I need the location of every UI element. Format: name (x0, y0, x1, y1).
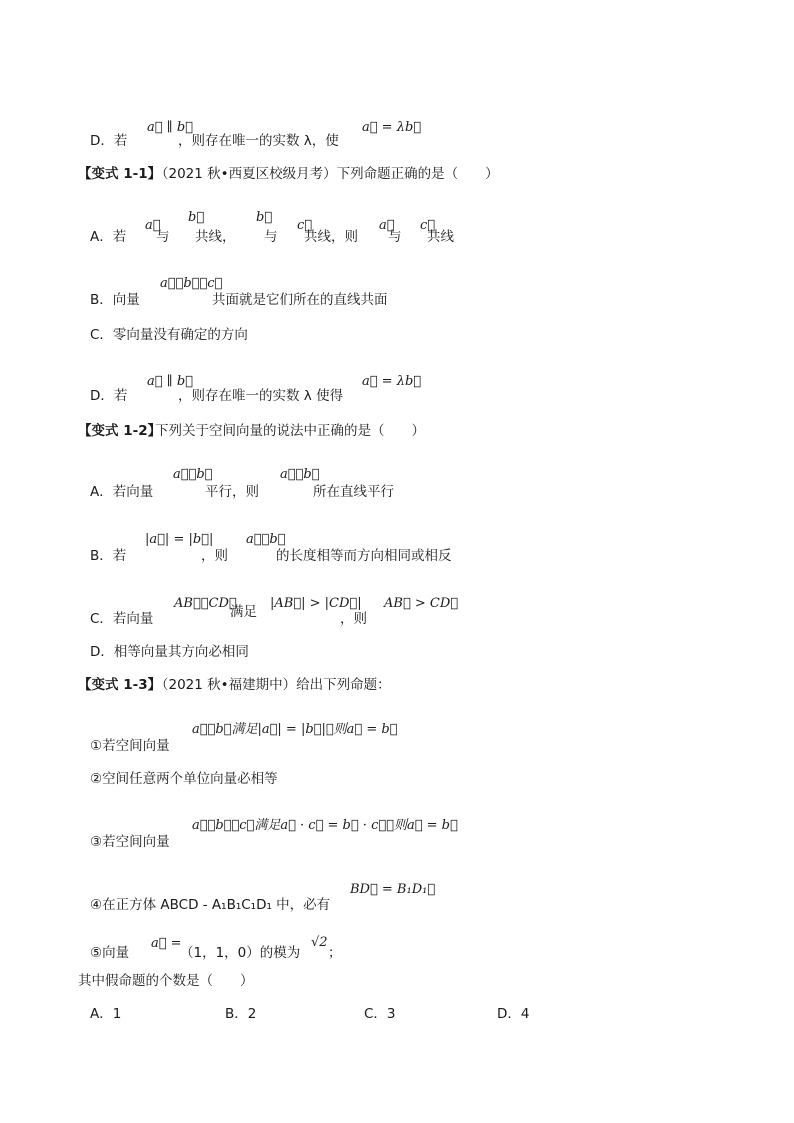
v11-option-d-label: D．若 (90, 388, 128, 404)
v12-option-b-label: B．若 (90, 548, 127, 564)
text: 平行，则 (205, 484, 259, 500)
v12-option-a-label: A．若向量 (90, 484, 154, 500)
text: ，则存在唯一的实数 λ 使得 (178, 388, 344, 404)
math-c: c⃗ (297, 218, 313, 233)
variant-1-2-stem: 下列关于空间向量的说法中正确的是（ ） (155, 423, 425, 439)
question-stem: 其中假命题的个数是（ ） (78, 973, 254, 989)
text: 共线 (427, 229, 454, 245)
text: ，则 (201, 548, 228, 564)
math-sqrt2: √2 (311, 935, 328, 950)
text: 所在直线平行 (313, 484, 394, 500)
math-abs-eq: |a⃗| = |b⃗| (145, 532, 214, 547)
variant-1-2-tag: 【变式 1-2】 (78, 423, 162, 439)
math-lambda: a⃗ = λb⃗ (362, 120, 422, 135)
text: 与 (388, 229, 402, 245)
proposition-5-math: a⃗ = (151, 936, 182, 951)
math-parallel: a⃗ ∥ b⃗ (147, 120, 193, 135)
math-a: a⃗ (379, 218, 395, 233)
proposition-5-label: ⑤向量 (90, 945, 130, 961)
answer-option-a: A．1 (90, 1006, 122, 1022)
variant-1-3-tag: 【变式 1-3】 (78, 677, 162, 693)
math-ab: a⃗，b⃗ (173, 467, 213, 482)
text: （1，1，0）的模为 (180, 945, 301, 961)
answer-option-c: C．3 (364, 1006, 396, 1022)
proposition-3-label: ③若空间向量 (90, 834, 170, 850)
v11-option-a-label: A．若 (90, 229, 127, 245)
text: 共线， (195, 229, 236, 245)
answer-option-b: B．2 (225, 1006, 257, 1022)
math-abs-gt: |AB⃗| > |CD⃗| (270, 596, 362, 611)
text: 满足 (230, 604, 257, 620)
option-d-text: ，则存在唯一的实数 λ，使 (178, 133, 339, 149)
variant-1-1-tag: 【变式 1-1】 (78, 166, 162, 182)
math-parallel: a⃗ ∥ b⃗ (147, 374, 193, 389)
text: 与 (264, 229, 278, 245)
math-ab: a⃗，b⃗ (280, 467, 320, 482)
math-a: a⃗ (145, 218, 161, 233)
proposition-4-label: ④在正方体 ABCD - A₁B₁C₁D₁ 中，必有 (90, 897, 331, 913)
text: ，则 (340, 611, 367, 627)
text: 的长度相等而方向相同或相反 (276, 548, 452, 564)
proposition-2: ②空间任意两个单位向量必相等 (90, 771, 278, 787)
text: ； (328, 945, 342, 961)
proposition-1-label: ①若空间向量 (90, 738, 170, 754)
proposition-4-math: BD⃗ = B₁D₁⃗ (350, 882, 436, 897)
answer-option-d: D．4 (497, 1006, 530, 1022)
math-ab-cd: AB⃗，CD⃗ (174, 596, 237, 611)
v11-option-b-label: B．向量 (90, 292, 140, 308)
text: 共面就是它们所在的直线共面 (212, 292, 388, 308)
v12-option-c-label: C．若向量 (90, 611, 154, 627)
v11-option-c: C．零向量没有确定的方向 (90, 327, 248, 343)
text: 与 (156, 229, 170, 245)
math-b: b⃗ (188, 210, 205, 225)
proposition-3-math: a⃗，b⃗，c⃗满足a⃗ · c⃗ = b⃗ · c⃗，则a⃗ = b⃗ (192, 818, 458, 833)
variant-1-3-stem: （2021 秋•福建期中）给出下列命题： (155, 677, 391, 693)
text: 共线，则 (304, 229, 358, 245)
math-abc: a⃗，b⃗，c⃗ (160, 276, 223, 291)
v12-option-d: D．相等向量其方向必相同 (90, 644, 249, 660)
option-d-label: D．若 (90, 133, 128, 149)
math-gt: AB⃗ > CD⃗ (384, 596, 459, 611)
proposition-1-math: a⃗，b⃗满足|a⃗| = |b⃗|，则a⃗ = b⃗ (192, 722, 398, 737)
math-lambda: a⃗ = λb⃗ (362, 374, 422, 389)
math-ab: a⃗，b⃗ (246, 532, 286, 547)
math-b: b⃗ (256, 210, 273, 225)
variant-1-1-stem: （2021 秋•西夏区校级月考）下列命题正确的是（ ） (155, 166, 499, 182)
math-c: c⃗ (420, 218, 436, 233)
